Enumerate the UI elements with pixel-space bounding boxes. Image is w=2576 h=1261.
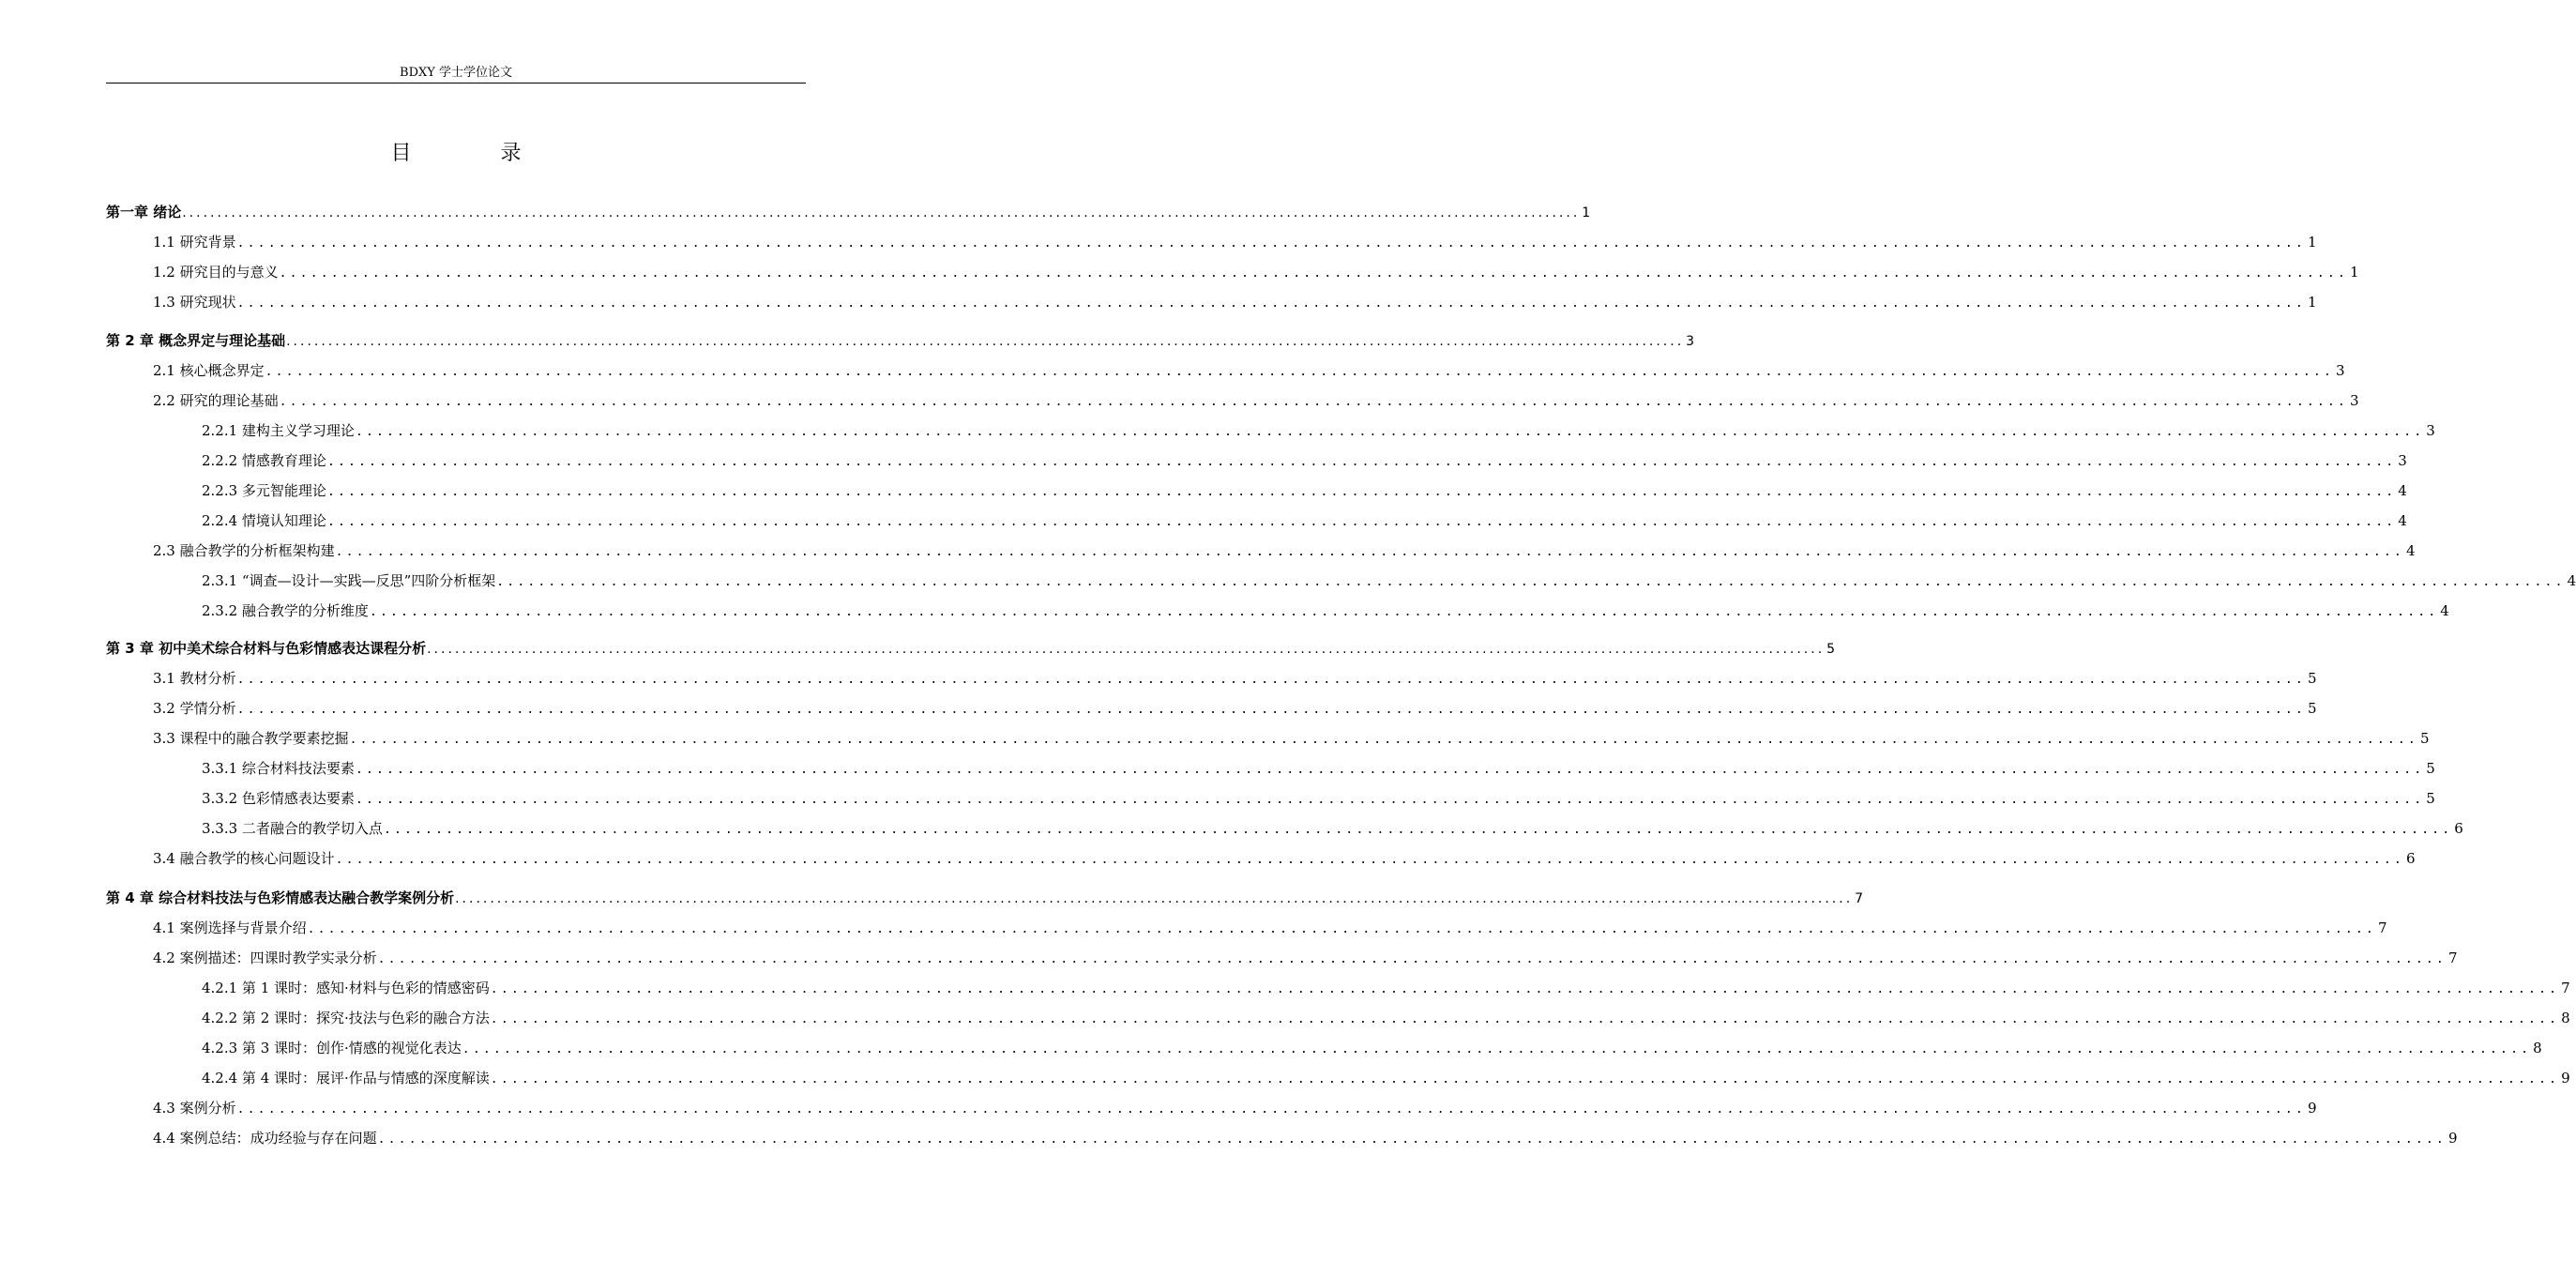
toc-entry-label: 4.2.2 第 2 课时：探究·技法与色彩的融合方法 (202, 1010, 490, 1026)
toc-page-number: 3 (2349, 392, 2359, 409)
toc-leader-dots: ........................................................................................................................................................................................................ (335, 545, 2404, 559)
toc-page-number: 4 (2440, 602, 2449, 619)
toc-page-number: 8 (2533, 1040, 2542, 1056)
toc-entry-label: 2.3 融合教学的分析框架构建 (153, 542, 335, 559)
toc-entry[interactable] (106, 480, 2407, 503)
toc-page-number: 6 (2454, 820, 2463, 837)
toc-leader-dots: ........................................................................................................................................................................................................ (326, 455, 2397, 469)
toc-leader-dots: ........................................................................................................................................................................................................ (427, 642, 1826, 657)
toc-entry-label: 2.2.2 情感教育理论 (202, 452, 326, 469)
toc-entry[interactable] (106, 1038, 2542, 1060)
toc-entry[interactable] (106, 918, 2387, 940)
toc-entry[interactable] (106, 262, 2359, 284)
toc-entry[interactable] (106, 948, 2458, 970)
toc-entry-label: 3.4 融合教学的核心问题设计 (153, 850, 335, 867)
toc-entry[interactable] (106, 978, 2570, 1000)
toc-page-number: 3 (1686, 334, 1695, 349)
toc-entry[interactable] (106, 638, 1836, 661)
toc-entry[interactable] (106, 888, 1864, 910)
toc-entry[interactable] (106, 1098, 2317, 1120)
toc-entry-label: 2.3.1 “调查—设计—实践—反思”四阶分析框架 (202, 572, 496, 589)
toc-entry[interactable] (106, 540, 2416, 563)
toc-entry-label: 3.3 课程中的融合教学要素挖掘 (153, 730, 349, 747)
toc-leader-dots: ........................................................................................................................................................................................................ (307, 922, 2376, 936)
toc-entry-label: 4.4 案例总结：成功经验与存在问题 (153, 1130, 377, 1147)
toc-entry-label: 3.2 学情分析 (153, 700, 236, 717)
toc-entry[interactable] (106, 698, 2317, 721)
toc-leader-dots: ........................................................................................................................................................................................................ (490, 1012, 2560, 1026)
toc-entry[interactable] (106, 668, 2317, 691)
toc-entry[interactable] (106, 818, 2463, 841)
toc-page-number: 7 (2377, 919, 2387, 936)
toc-entry[interactable] (106, 1128, 2458, 1150)
toc-entry-label: 3.3.2 色彩情感表达要素 (202, 790, 355, 807)
toc-page-number: 9 (2307, 1100, 2317, 1117)
toc-leader-dots: ........................................................................................................................................................................................................ (326, 515, 2397, 529)
toc-entry-label: 4.1 案例选择与背景介绍 (153, 919, 307, 936)
toc-page-number: 5 (2426, 790, 2435, 807)
toc-leader-dots: ........................................................................................................................................................................................................ (377, 952, 2447, 966)
toc-entry-label: 第 2 章 概念界定与理论基础 (106, 332, 286, 349)
toc-leader-dots: ........................................................................................................................................................................................................ (455, 891, 1854, 906)
toc-entry[interactable] (106, 788, 2435, 811)
toc-entry-label: 4.2.4 第 4 课时：展评·作品与情感的深度解读 (202, 1070, 490, 1086)
toc-entry[interactable] (106, 600, 2449, 623)
toc-leader-dots: ........................................................................................................................................................................................................ (265, 365, 2334, 379)
toc-leader-dots: ........................................................................................................................................................................................................ (377, 1132, 2447, 1147)
toc-leader-dots: ........................................................................................................................................................................................................ (182, 205, 1581, 220)
toc-entry[interactable] (106, 510, 2407, 533)
header-rule (106, 83, 806, 84)
toc-leader-dots: ........................................................................................................................................................................................................ (286, 334, 1685, 349)
toc-entry[interactable] (106, 758, 2435, 781)
toc-page-number: 1 (2349, 264, 2359, 281)
toc-leader-dots: ........................................................................................................................................................................................................ (355, 425, 2425, 439)
toc-entry-label: 3.3.1 综合材料技法要素 (202, 760, 355, 777)
toc-entry-label: 1.1 研究背景 (153, 234, 236, 251)
toc-page-number: 7 (2561, 980, 2570, 996)
toc-page-number: 4 (2567, 572, 2576, 589)
toc-entry-label: 第一章 绪论 (106, 204, 182, 220)
toc-entry-label: 3.1 教材分析 (153, 670, 236, 687)
toc-entry-label: 第 3 章 初中美术综合材料与色彩情感表达课程分析 (106, 640, 427, 657)
toc-leader-dots: ........................................................................................................................................................................................................ (355, 793, 2425, 807)
toc-entry[interactable] (106, 1008, 2570, 1030)
toc-leader-dots: ........................................................................................................................................................................................................ (335, 853, 2404, 867)
toc-leader-dots: ........................................................................................................................................................................................................ (236, 296, 2306, 311)
toc-entry[interactable] (106, 570, 2576, 593)
toc-leader-dots: ........................................................................................................................................................................................................ (236, 1102, 2306, 1117)
toc-page-number: 9 (2447, 1130, 2458, 1147)
toc-entry[interactable] (106, 1068, 2570, 1090)
toc-entry-label: 2.2 研究的理论基础 (153, 392, 279, 409)
toc-entry-label: 4.2 案例描述：四课时教学实录分析 (153, 950, 377, 966)
toc-entry[interactable] (106, 450, 2407, 473)
toc-leader-dots: ........................................................................................................................................................................................................ (349, 733, 2418, 747)
toc-entry[interactable] (106, 728, 2430, 751)
toc-leader-dots: ........................................................................................................................................................................................................ (236, 673, 2306, 687)
toc-entry-label: 3.3.3 二者融合的教学切入点 (202, 820, 383, 837)
toc-entry-label: 2.2.1 建构主义学习理论 (202, 422, 355, 439)
toc-page-number: 8 (2561, 1010, 2570, 1026)
toc-entry-label: 第 4 章 综合材料技法与色彩情感表达融合教学案例分析 (106, 889, 455, 906)
toc-entry[interactable] (106, 232, 2317, 254)
toc-leader-dots: ........................................................................................................................................................................................................ (490, 1072, 2560, 1086)
toc-leader-dots: ........................................................................................................................................................................................................ (383, 823, 2453, 837)
toc-entry-label: 2.2.3 多元智能理论 (202, 482, 326, 499)
toc-entry[interactable] (106, 848, 2416, 871)
toc-page-number: 4 (2398, 512, 2407, 529)
toc-entry-label: 4.2.3 第 3 课时：创作·情感的视觉化表达 (202, 1040, 462, 1056)
toc-leader-dots: ........................................................................................................................................................................................................ (236, 703, 2306, 717)
toc-page-number: 3 (2335, 362, 2345, 379)
toc-page-number: 9 (2561, 1070, 2570, 1086)
toc-entry[interactable] (106, 360, 2345, 383)
toc-entry-label: 2.2.4 情境认知理论 (202, 512, 326, 529)
toc-page-number: 4 (2405, 542, 2416, 559)
toc-page-number: 4 (2398, 482, 2407, 499)
toc-leader-dots: ........................................................................................................................................................................................................ (496, 575, 2566, 589)
toc-page-number: 1 (2307, 234, 2317, 251)
toc-page-number: 3 (2398, 452, 2407, 469)
toc-page-number: 7 (2447, 950, 2458, 966)
toc-entry-label: 1.2 研究目的与意义 (153, 264, 279, 281)
toc-entry-label: 1.3 研究现状 (153, 294, 236, 311)
toc-title: 目 录 (390, 142, 563, 165)
toc-page-number: 5 (2419, 730, 2430, 747)
toc-leader-dots: ........................................................................................................................................................................................................ (462, 1042, 2532, 1056)
toc-entry-label: 2.3.2 融合教学的分析维度 (202, 602, 369, 619)
toc-page-number: 5 (2426, 760, 2435, 777)
toc-entry-label: 2.1 核心概念界定 (153, 362, 265, 379)
toc-entry[interactable] (106, 330, 1695, 353)
toc-page-number: 5 (1826, 642, 1836, 657)
toc-page-number: 3 (2426, 422, 2435, 439)
toc-entry[interactable] (106, 292, 2317, 314)
toc-entry-label: 4.2.1 第 1 课时：感知·材料与色彩的情感密码 (202, 980, 490, 996)
toc-leader-dots: ........................................................................................................................................................................................................ (490, 982, 2560, 996)
toc-leader-dots: ........................................................................................................................................................................................................ (369, 605, 2439, 619)
toc-entry[interactable] (106, 390, 2359, 413)
toc-leader-dots: ........................................................................................................................................................................................................ (279, 266, 2348, 281)
toc-page-number: 1 (1582, 205, 1591, 220)
toc-leader-dots: ........................................................................................................................................................................................................ (355, 763, 2425, 777)
toc-page-number: 6 (2405, 850, 2416, 867)
toc-page-number: 5 (2307, 700, 2317, 717)
toc-leader-dots: ........................................................................................................................................................................................................ (279, 395, 2348, 409)
toc-leader-dots: ........................................................................................................................................................................................................ (326, 485, 2397, 499)
toc-page-number: 1 (2307, 294, 2317, 311)
toc-entry[interactable] (106, 202, 1591, 224)
toc-page-number: 5 (2307, 670, 2317, 687)
toc-entry-label: 4.3 案例分析 (153, 1100, 236, 1117)
page-header: BDXY 学士学位论文 (400, 66, 512, 80)
toc-entry[interactable] (106, 420, 2435, 443)
toc-page-number: 7 (1855, 891, 1864, 906)
toc-leader-dots: ........................................................................................................................................................................................................ (236, 236, 2306, 251)
